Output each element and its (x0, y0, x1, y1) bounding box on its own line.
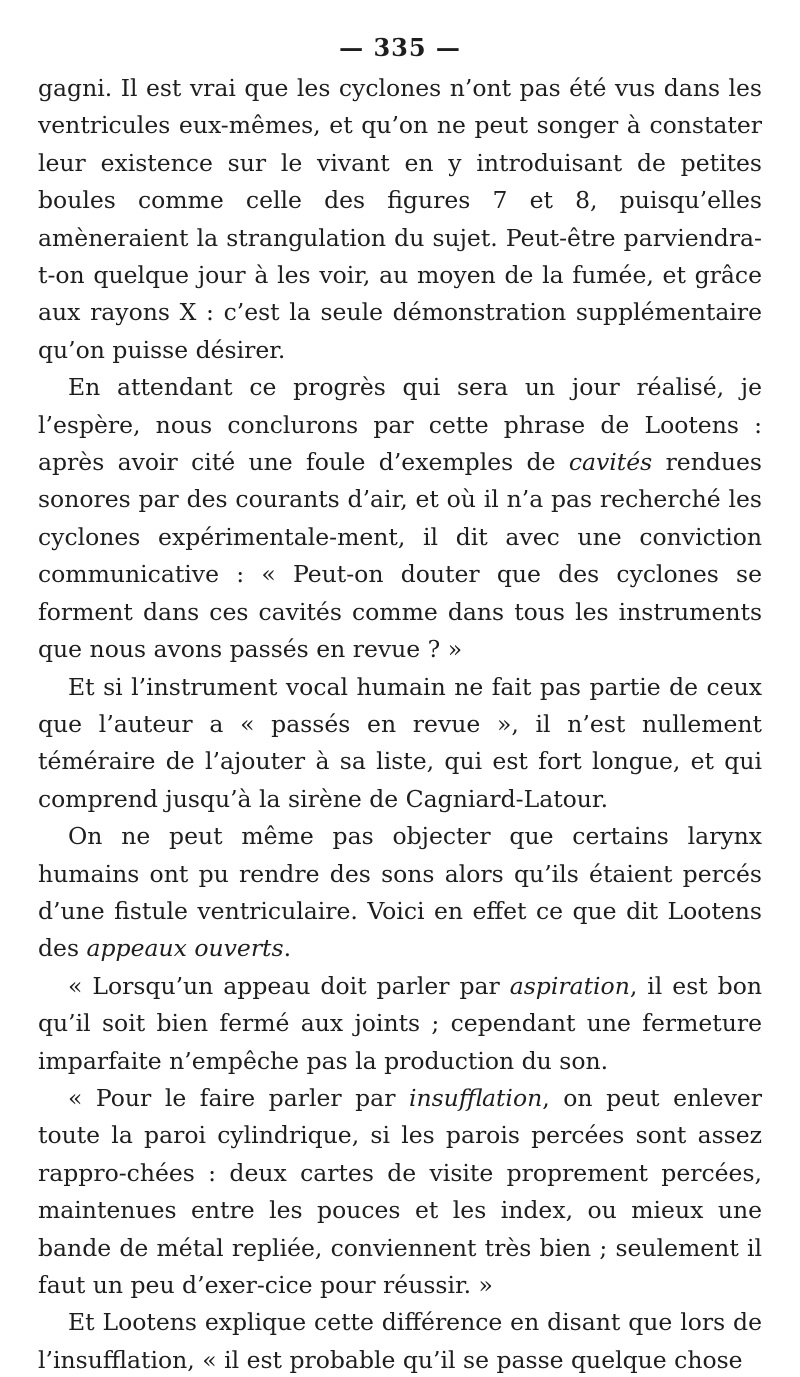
paragraph (38, 669, 762, 819)
text-run: rendues sonores par des courants d’air, et où il n’a pas recherché les cyclones expérimentale-ment, il dit avec une conviction communicative : « Peut-on douter que des cyclones se forment dans ces cavités comme dans tous les instruments que nous avons passés en revue ? » (38, 448, 762, 664)
paragraph (38, 369, 762, 668)
text-run: , il est bon qu’il soit bien fermé aux joints ; cependant une fermeture imparfaite n’empêche pas la production du son. (38, 971, 762, 1075)
italic-text: appeaux ouverts (86, 934, 284, 963)
body-text (38, 70, 762, 1377)
paragraph (38, 1080, 762, 1304)
page-number: — 335 — (339, 33, 461, 62)
text-run: « Lorsqu’un appeau doit parler par (68, 971, 510, 1000)
italic-text: aspiration (509, 971, 630, 1000)
paragraph (38, 818, 762, 968)
text-run: « Pour le faire parler par (68, 1083, 409, 1112)
text-run: Et si l’instrument vocal humain ne fait pas partie de ceux que l’auteur a « passés en revue », il n’est nullement téméraire de l’ajouter à sa liste, qui est fort longue, et qui comprend jusqu’à la sirène de Cagniard-Latour. (38, 672, 762, 813)
text-run: Et Lootens explique cette différence en disant que lors de l’insufflation, « il est probable qu’il se passe quelque chose (38, 1308, 762, 1374)
text-run: En attendant ce progrès qui sera un jour réalisé, je l’espère, nous conclurons par cette phrase de Lootens : après avoir cité une foule d’exemples de (38, 373, 762, 477)
text-run: On ne peut même pas objecter que certains larynx humains ont pu rendre des sons alors qu’ils étaient percés d’une fistule ventriculaire. Voici en effet ce que dit Lootens des (38, 822, 762, 963)
paragraph (38, 70, 762, 369)
paragraph (38, 1304, 762, 1377)
italic-text: insufflation (408, 1083, 543, 1112)
text-run: , on peut enlever toute la paroi cylindrique, si les parois percées sont assez rappro-chées : deux cartes de visite proprement percées, maintenues entre les pouces et les index, ou mieux une bande de métal repliée, conviennent très bien ; seulement il faut un peu d’exer-cice pour réussir. » (38, 1083, 763, 1299)
text-run: . (283, 934, 292, 963)
paragraph (38, 968, 762, 1080)
italic-text: cavités (568, 448, 653, 477)
text-run: gagni. Il est vrai que les cyclones n’ont pas été vus dans les ventricules eux-mêmes, et qu’on ne peut songer à constater leur existence sur le vivant en y introduisant de petites boules comme celle des figures 7 et 8, puisqu’elles amèneraient la strangulation du sujet. Peut-être parviendra-t-on quelque jour à les voir, au moyen de la fumée, et grâce aux rayons X : c’est la seule démonstration supplémentaire qu’on puisse désirer. (38, 74, 762, 364)
